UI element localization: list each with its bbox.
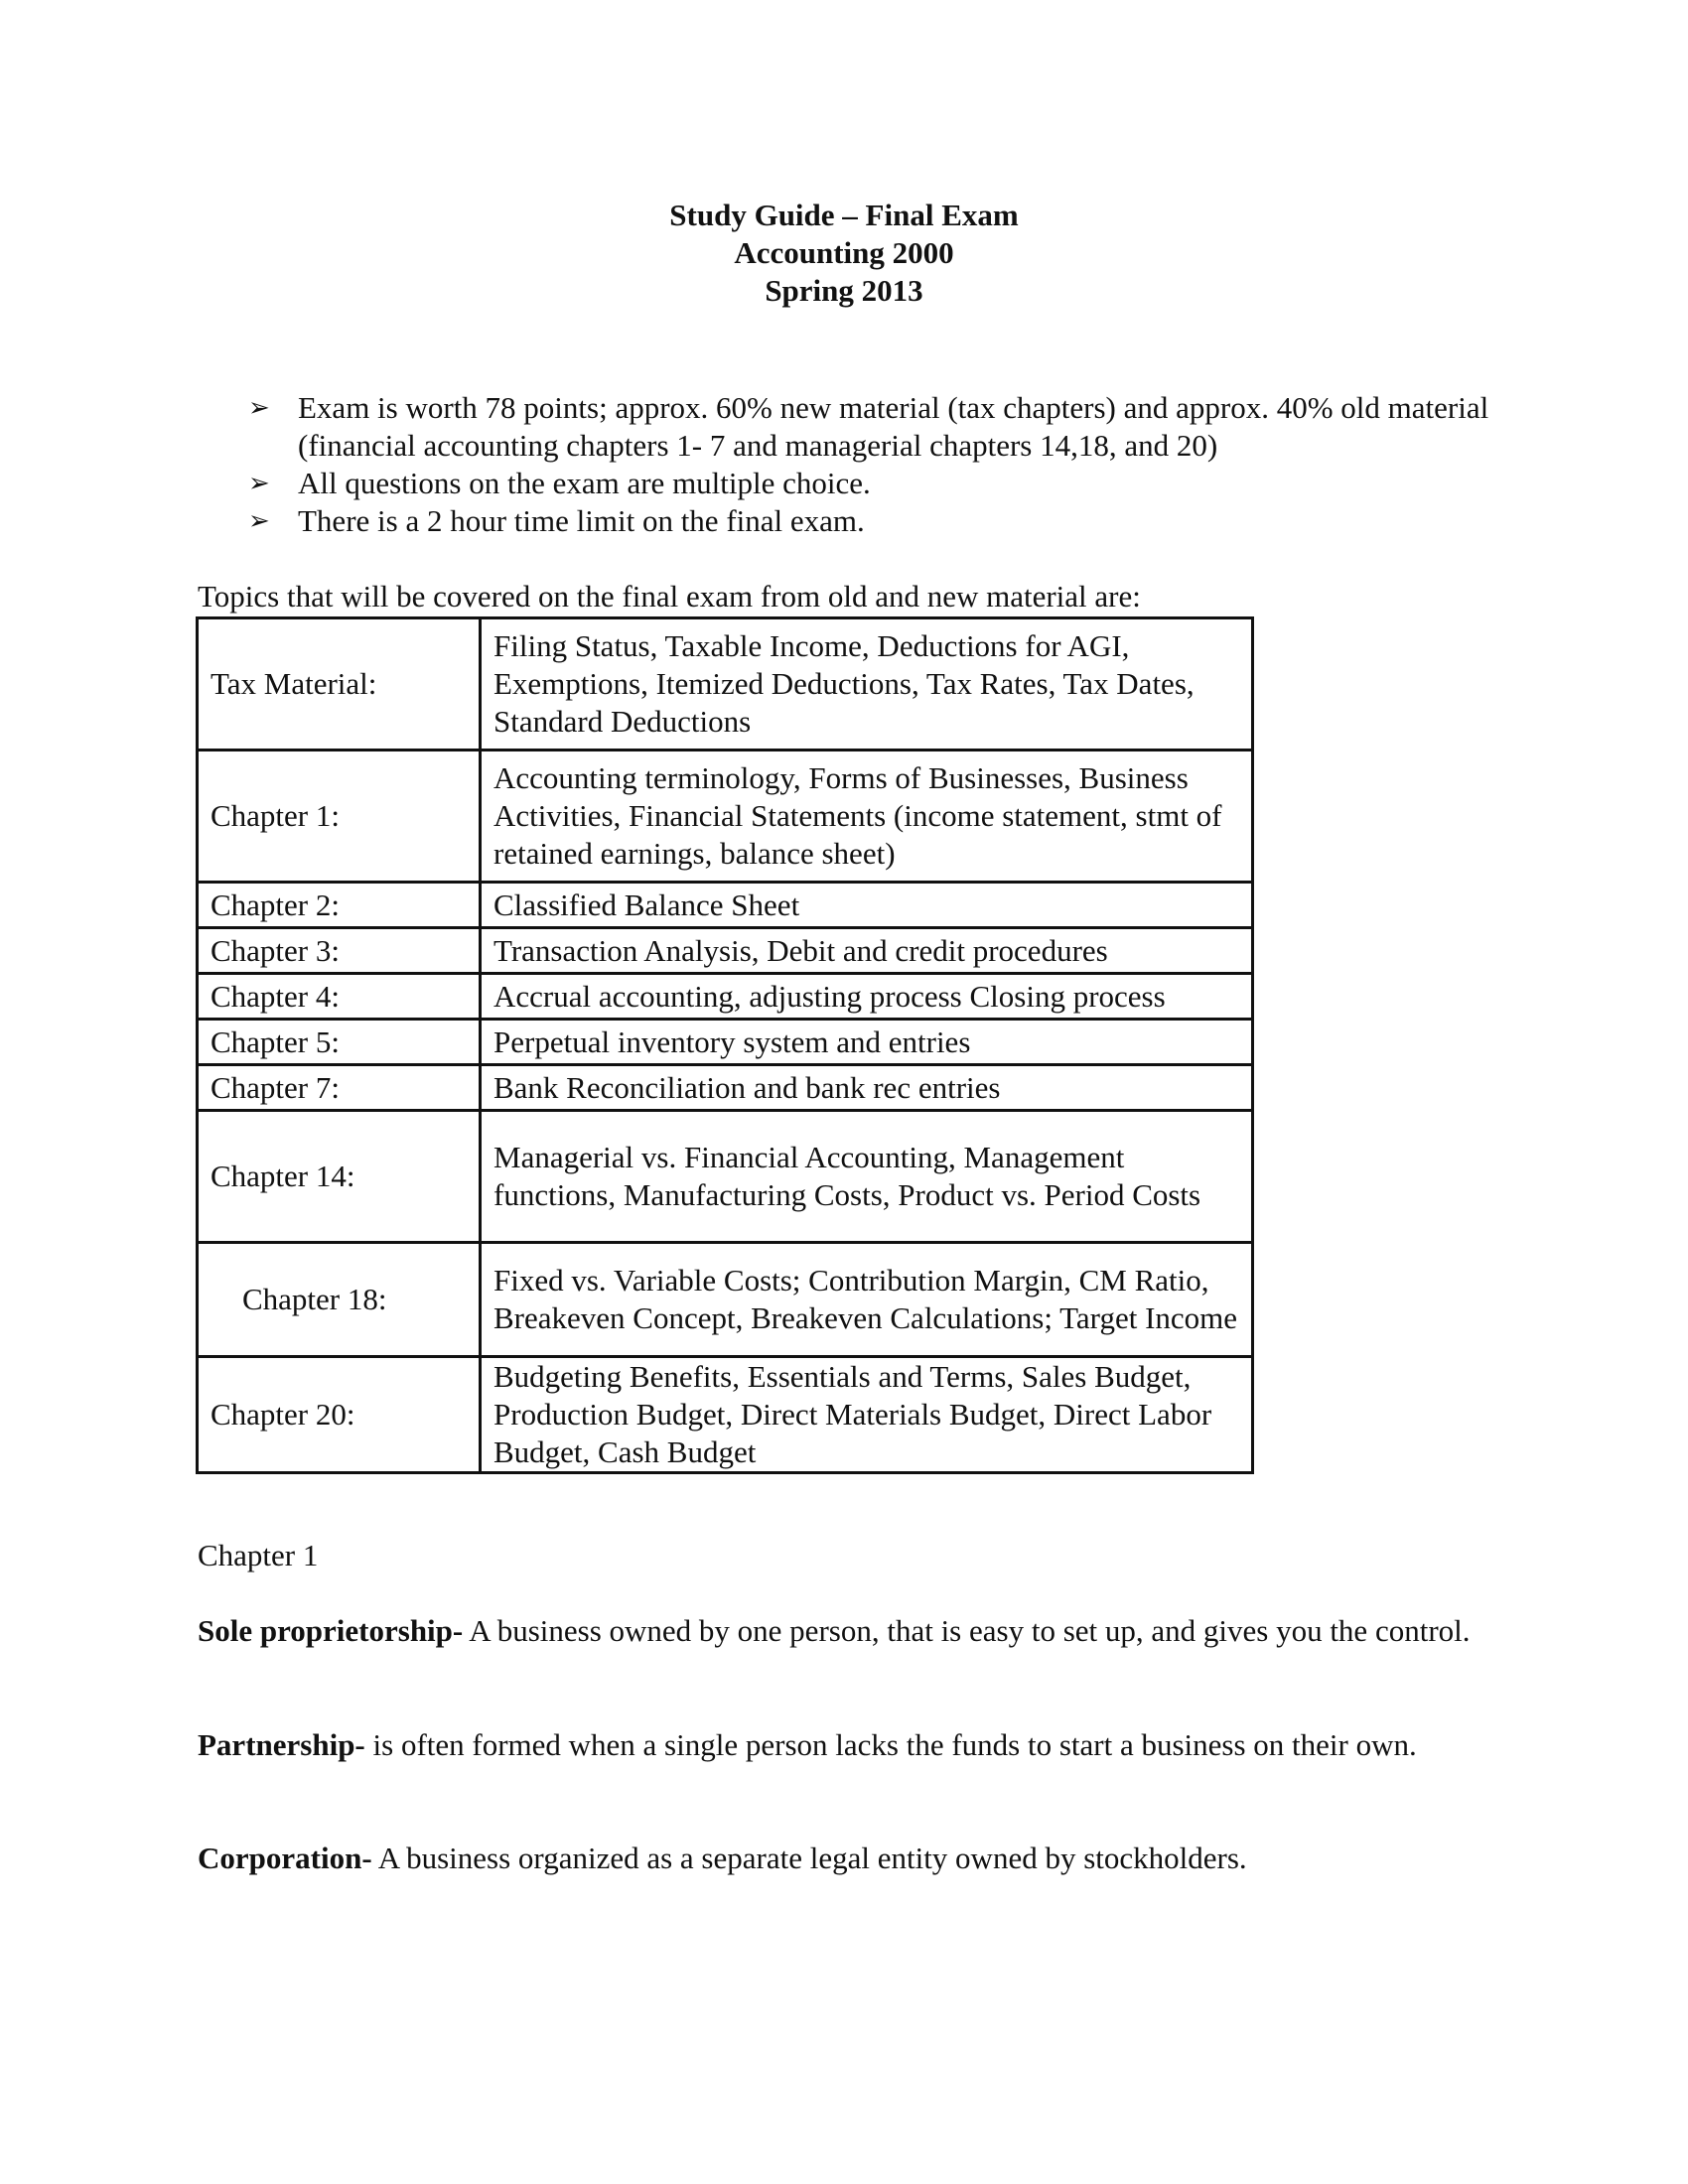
- table-row: [198, 1020, 1253, 1065]
- bullet-text: All questions on the exam are multiple choice.: [298, 466, 871, 500]
- definition-partnership: [198, 1726, 1488, 1764]
- table-row: [198, 618, 1253, 751]
- table-row: [198, 751, 1253, 883]
- topic-label: Chapter 20:: [198, 1357, 481, 1473]
- topic-content: Accounting terminology, Forms of Businesses, Business Activities, Financial Statements (income statement, stmt of retained earnings, balance sheet): [481, 751, 1253, 883]
- topic-content: Accrual accounting, adjusting process Closing process: [481, 974, 1253, 1020]
- topic-label: Chapter 18:: [198, 1243, 481, 1357]
- table-row: [198, 1243, 1253, 1357]
- arrow-bullet-icon: ➢: [248, 506, 270, 536]
- topic-label: Tax Material:: [198, 618, 481, 751]
- topic-label: Chapter 5:: [198, 1020, 481, 1065]
- topic-label: Chapter 1:: [198, 751, 481, 883]
- topic-content: Fixed vs. Variable Costs; Contribution Margin, CM Ratio, Breakeven Concept, Breakeven Calculations; Target Income: [481, 1243, 1253, 1357]
- topic-label: Chapter 7:: [198, 1065, 481, 1111]
- topic-label: Chapter 14:: [198, 1111, 481, 1243]
- definition-term: Sole proprietorship-: [198, 1613, 464, 1648]
- exam-info-list: [248, 389, 1489, 540]
- definition-term: Corporation-: [198, 1841, 372, 1875]
- table-row: [198, 974, 1253, 1020]
- bullet-text: There is a 2 hour time limit on the final exam.: [298, 503, 865, 538]
- document-header: [0, 197, 1688, 310]
- definition-term: Partnership-: [198, 1727, 365, 1762]
- chapter-heading: Chapter 1: [198, 1538, 319, 1572]
- topic-content: Budgeting Benefits, Essentials and Terms, Sales Budget, Production Budget, Direct Materials Budget, Direct Labor Budget, Cash Budget: [481, 1357, 1253, 1473]
- topics-intro: Topics that will be covered on the final exam from old and new material are:: [198, 579, 1141, 614]
- topic-label: Chapter 2:: [198, 883, 481, 928]
- definition-text: is often formed when a single person lacks the funds to start a business on their own.: [364, 1727, 1417, 1762]
- list-item: [248, 389, 1489, 465]
- topic-content: Classified Balance Sheet: [481, 883, 1253, 928]
- header-term: Spring 2013: [765, 273, 923, 308]
- list-item: [248, 502, 1489, 540]
- list-item: [248, 465, 1489, 502]
- table-row: [198, 1111, 1253, 1243]
- table-row: [198, 883, 1253, 928]
- topic-content: Transaction Analysis, Debit and credit procedures: [481, 928, 1253, 974]
- topic-content: Perpetual inventory system and entries: [481, 1020, 1253, 1065]
- topic-content: Filing Status, Taxable Income, Deductions for AGI, Exemptions, Itemized Deductions, Tax Rates, Tax Dates, Standard Deductions: [481, 618, 1253, 751]
- topic-label: Chapter 4:: [198, 974, 481, 1020]
- definition-text: A business organized as a separate legal entity owned by stockholders.: [371, 1841, 1247, 1875]
- table-row: [198, 1357, 1253, 1473]
- bullet-text: Exam is worth 78 points; approx. 60% new material (tax chapters) and approx. 40% old material (financial accounting chapters 1- 7 and managerial chapters 14,18, and 20): [298, 390, 1489, 463]
- topic-content: Bank Reconciliation and bank rec entries: [481, 1065, 1253, 1111]
- topic-label: Chapter 3:: [198, 928, 481, 974]
- definition-corporation: [198, 1840, 1488, 1877]
- arrow-bullet-icon: ➢: [248, 469, 270, 498]
- topic-content: Managerial vs. Financial Accounting, Management functions, Manufacturing Costs, Product vs. Period Costs: [481, 1111, 1253, 1243]
- definition-text: A business owned by one person, that is easy to set up, and gives you the control.: [463, 1613, 1471, 1648]
- arrow-bullet-icon: ➢: [248, 393, 270, 423]
- table-row: [198, 1065, 1253, 1111]
- header-course: Accounting 2000: [734, 235, 954, 270]
- definition-sole-proprietorship: [198, 1612, 1488, 1650]
- topics-table: [196, 616, 1254, 1474]
- table-row: [198, 928, 1253, 974]
- header-title: Study Guide – Final Exam: [669, 198, 1019, 232]
